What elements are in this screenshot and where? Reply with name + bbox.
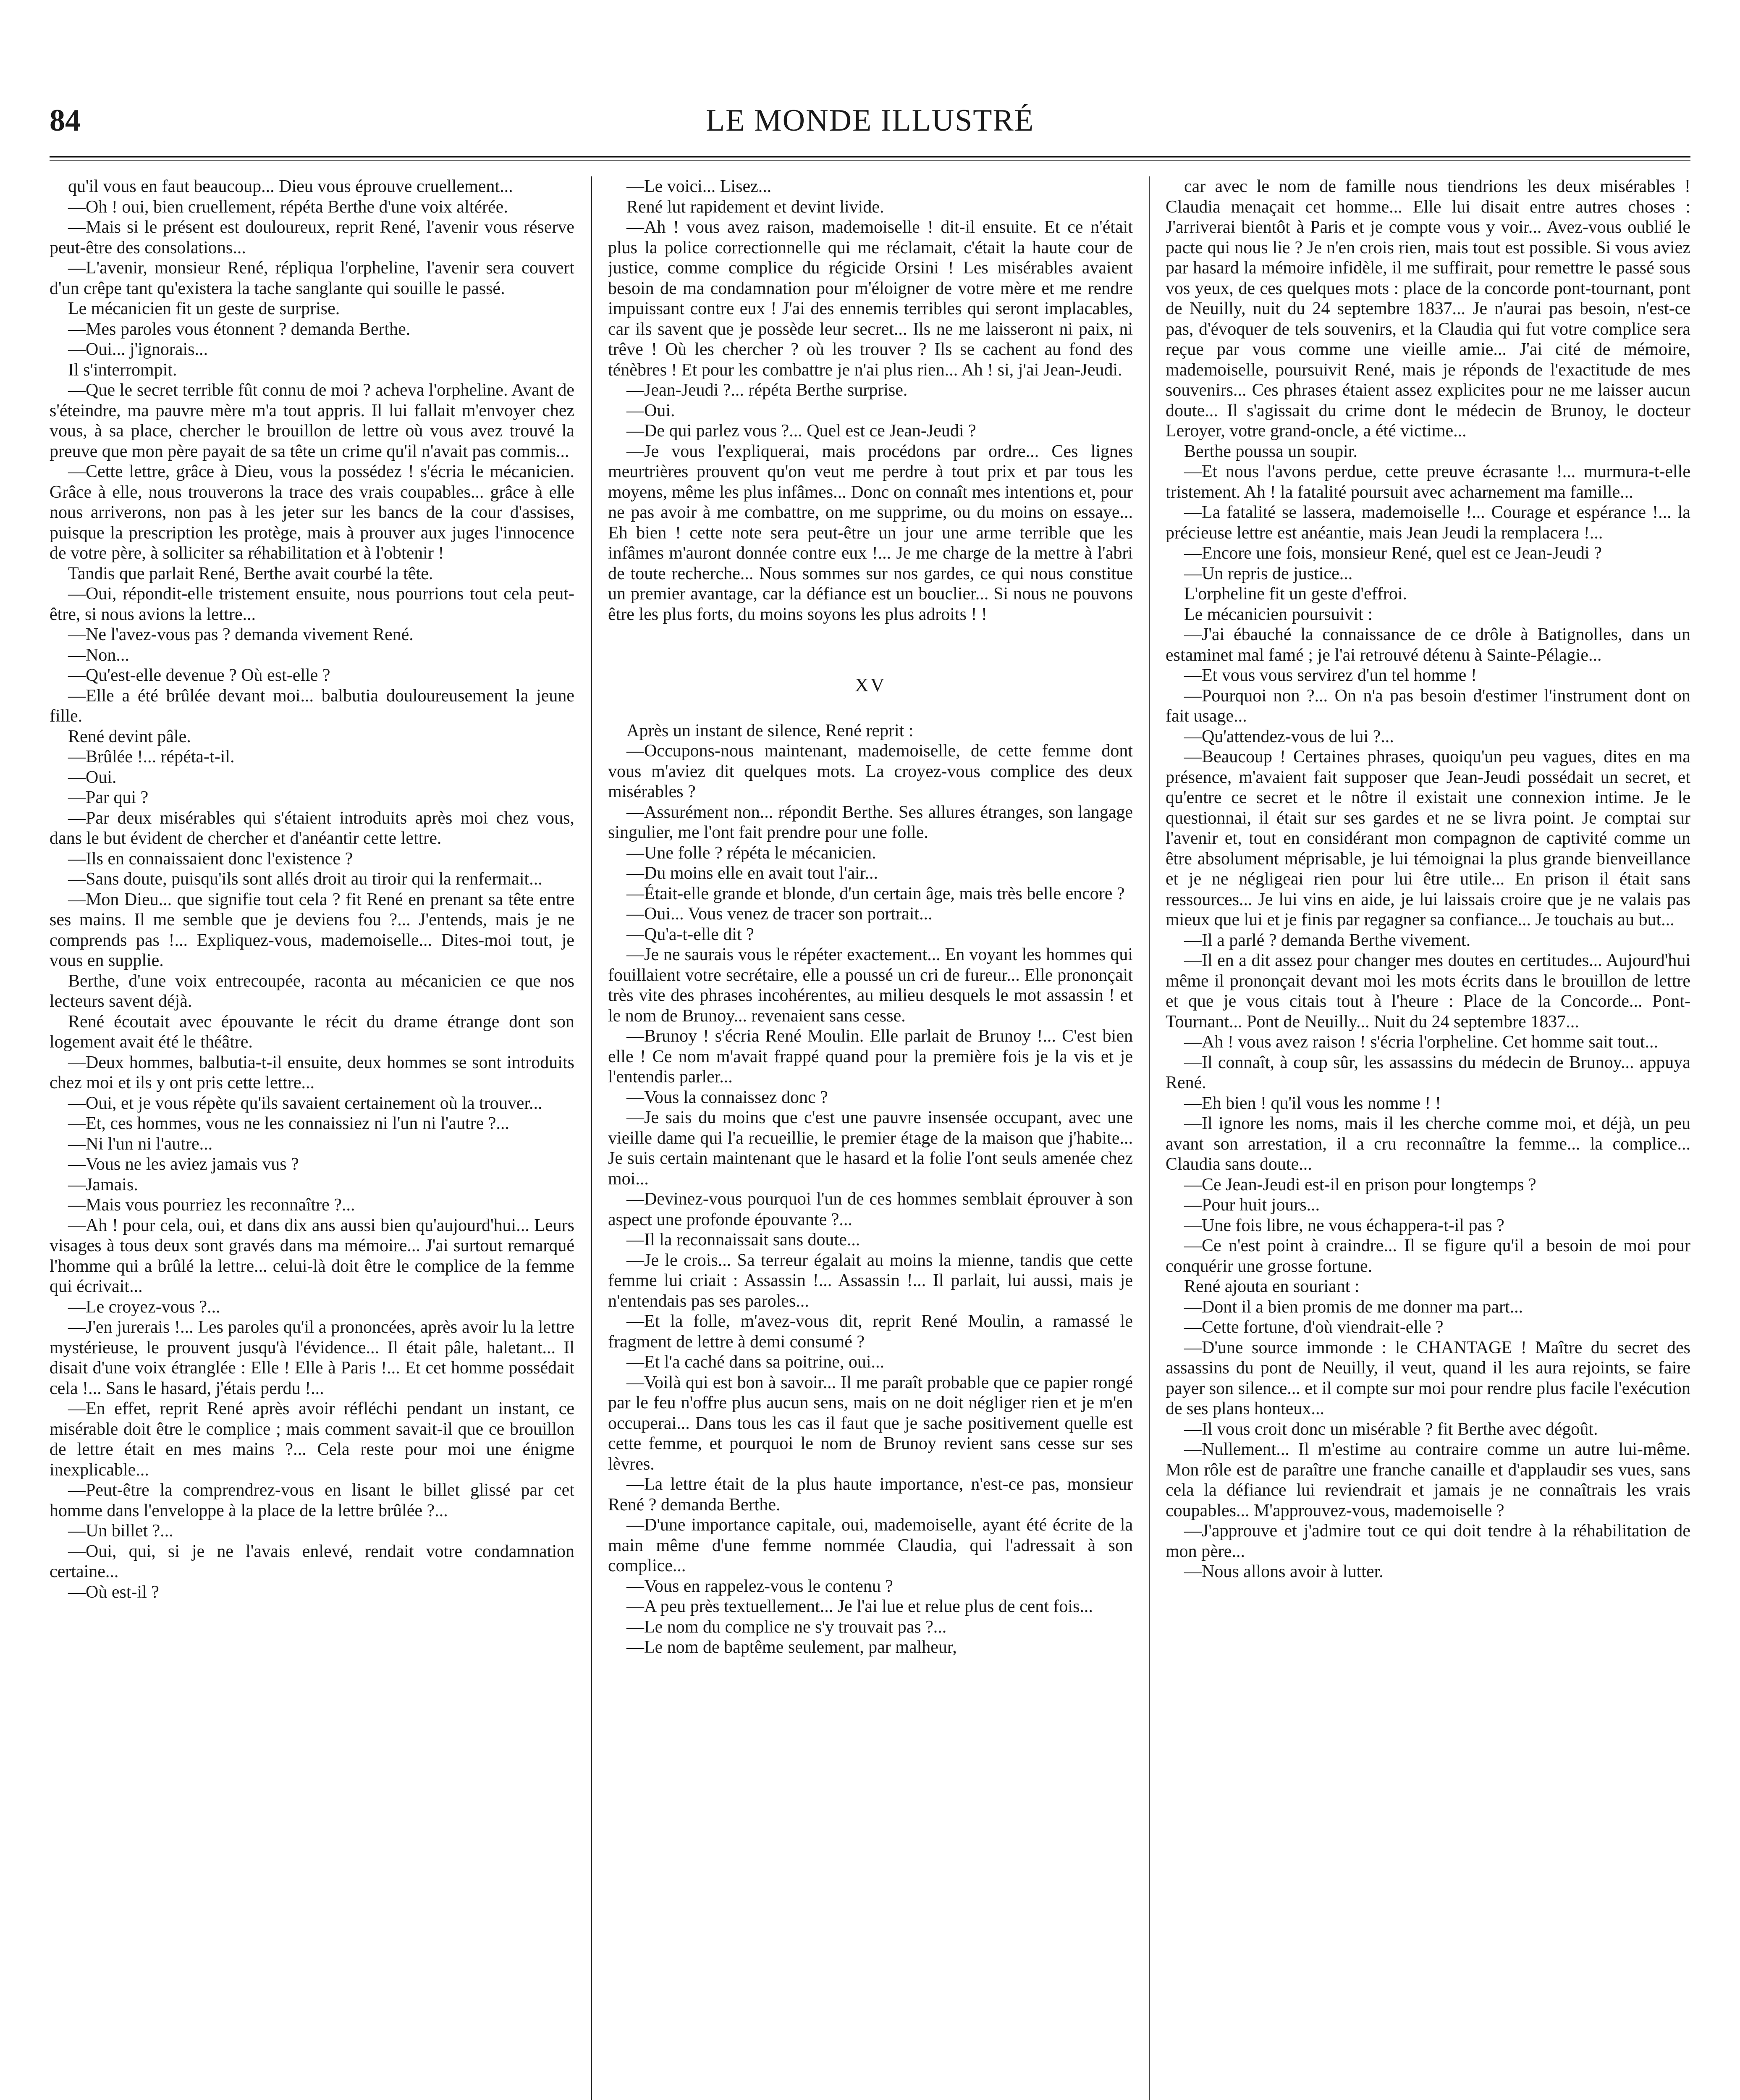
paragraph: —Mais vous pourriez les reconnaître ?... xyxy=(68,1195,355,1215)
paragraph: —Était-elle grande et blonde, d'un certain âge, mais très belle encore ? xyxy=(626,884,1125,903)
chapter-heading: XV xyxy=(854,674,886,696)
paragraph: —L'avenir, monsieur René, répliqua l'orpheline, l'avenir sera couvert d'un crêpe tant qu'existera la tache sanglante qui souille le passé. xyxy=(50,258,574,298)
paragraph: —Eh bien ! qu'il vous les nomme ! ! xyxy=(1184,1093,1441,1113)
paragraph: —La lettre était de la plus haute importance, n'est-ce pas, monsieur René ? demanda Berthe. xyxy=(608,1475,1133,1515)
paragraph: —Qu'attendez-vous de lui ?... xyxy=(1184,727,1394,746)
paragraph: —Il la reconnaissait sans doute... xyxy=(626,1230,860,1250)
paragraph: —La fatalité se lassera, mademoiselle !... Courage et espérance !... la précieuse lettre est anéantie, mais Jean Jeudi la remplacera !... xyxy=(1166,503,1690,543)
paragraph: —Par qui ? xyxy=(68,788,149,807)
paragraph: —Ah ! vous avez raison, mademoiselle ! dit-il ensuite. Et ce n'était plus la police correctionnelle qui me réclamait, c'était la haute cour de justice, comme complice du régicide Orsini ! Les misérables avaient besoin de ma condamnation pour m'éloigner de votre mère et me rendre impuissant contre eux ! J'ai des ennemis terribles qui seront implacables, car ils savent que je possède leur secret... Ils ne me laisseront ni paix, ni trêve ! Où les chercher ? où les trouver ? Ils se cachent au fond des ténèbres ! Et pour les combattre je n'ai plus rien... Ah ! si, j'ai Jean-Jeudi. xyxy=(608,218,1133,380)
paragraph: —Mon Dieu... que signifie tout cela ? fit René en prenant sa tête entre ses mains. Il me semble que je deviens fou ?... J'entends, mais je ne comprends pas !... Expliquez-vous, mademoiselle... Dites-moi tout, je vous en supplie. xyxy=(50,890,574,970)
paragraph: —Une folle ? répéta le mécanicien. xyxy=(626,843,876,863)
paragraph: —J'ai ébauché la connaissance de ce drôle à Batignolles, dans un estaminet mal famé ; je l'ai retrouvé détenu à Sainte-Pélagie... xyxy=(1166,625,1690,665)
paragraph: —Cette fortune, d'où viendrait-elle ? xyxy=(1184,1318,1444,1337)
paragraph: —Qu'a-t-elle dit ? xyxy=(626,924,754,944)
paragraph: Il s'interrompit. xyxy=(68,360,177,380)
paragraph: Berthe poussa un soupir. xyxy=(1184,441,1357,461)
paragraph: —Vous ne les aviez jamais vus ? xyxy=(68,1155,299,1174)
paragraph: —Beaucoup ! Certaines phrases, quoiqu'un peu vagues, dites en ma présence, m'avaient fait supposer que Jean-Jeudi possédait un secret, et qu'entre ce secret et le nôtre il existait une connexion intime. Je le questionnai, il était sur ses gardes et ne se livra point. Je comptai sur l'avenir et, tout en considérant mon compagnon de captivité comme un être absolument méprisable, je lui témoignai la plus grande bienveillance et je ne négligeai rien pour lui être utile... En prison il était sans ressources... Je lui vins en aide, je lui laissais croire que je ne valais pas mieux que lui et je finis par regagner sa confiance... Je touchais au but... xyxy=(1166,747,1690,929)
paragraph: —Mes paroles vous étonnent ? demanda Berthe. xyxy=(68,319,411,339)
column-2 xyxy=(608,176,1133,2100)
paragraph: —Oui... Vous venez de tracer son portrait... xyxy=(626,904,933,924)
paragraph: —Oui. xyxy=(626,401,675,420)
paragraph: —Sans doute, puisqu'ils sont allés droit au tiroir qui la renfermait... xyxy=(68,869,542,889)
paragraph: —Jamais. xyxy=(68,1175,138,1194)
paragraph: Berthe, d'une voix entrecoupée, raconta au mécanicien ce que nos lecteurs savent déjà. xyxy=(50,971,574,1011)
paragraph: —Vous en rappelez-vous le contenu ? xyxy=(626,1576,893,1596)
paragraph: —Où est-il ? xyxy=(68,1582,159,1602)
paragraph: —Brunoy ! s'écria René Moulin. Elle parlait de Brunoy !... C'est bien elle ! Ce nom m'avait frappé quand pour la première fois je la vis et je l'entendis parler... xyxy=(608,1026,1133,1087)
page-header xyxy=(0,105,1740,168)
paragraph: —En effet, reprit René après avoir réfléchi pendant un instant, ce misérable doit être le complice ; mais comment savait-il que ce brouillon de lettre était en mes mains ?... Cela reste pour moi une énigme inexplicable... xyxy=(50,1399,574,1480)
paragraph: qu'il vous en faut beaucoup... Dieu vous éprouve cruellement... xyxy=(68,177,513,196)
paragraph: —Et vous vous servirez d'un tel homme ! xyxy=(1184,666,1477,685)
paragraph: —Le nom de baptême seulement, par malheur, xyxy=(626,1638,957,1657)
paragraph: —Que le secret terrible fût connu de moi ? acheva l'orpheline. Avant de s'éteindre, ma pauvre mère m'a tout appris. Il lui fallait m'envoyer chez vous, à sa place, chercher le brouillon de lettre où vous avez trouvé la preuve que mon père payait de sa tête un crime qu'il n'avait pas commis... xyxy=(50,381,574,461)
page-number: 84 xyxy=(50,103,81,138)
paragraph: —A peu près textuellement... Je l'ai lue et relue plus de cent fois... xyxy=(626,1597,1093,1616)
paragraph: —J'en jurerais !... Les paroles qu'il a prononcées, après avoir lu la lettre mystérieuse, le prouvent jusqu'à l'évidence... Il était pâle, haletant... Il disait d'une voix étranglée : Elle ! Elle à Paris !... Et cet homme possédait cela !... Sans le hasard, j'étais perdu !... xyxy=(50,1318,574,1398)
paragraph: —Deux hommes, balbutia-t-il ensuite, deux hommes se sont introduits chez moi et ils y ont pris cette lettre... xyxy=(50,1053,574,1092)
paragraph: —Je ne saurais vous le répéter exactement... En voyant les hommes qui fouillaient votre secrétaire, elle a poussé un cri de fureur... Elle prononçait très vite des phrases incohérentes, au milieu desquels le mot assassin ! et le nom de Brunoy... revenaient sans cesse. xyxy=(608,945,1133,1026)
paragraph: —Pour huit jours... xyxy=(1184,1195,1320,1215)
paragraph: Le mécanicien fit un geste de surprise. xyxy=(68,299,340,318)
column-2-after-section xyxy=(608,721,1133,1658)
paragraph: —Oui, et je vous répète qu'ils savaient certainement où la trouver... xyxy=(68,1093,542,1113)
paragraph: —Brûlée !... répéta-t-il. xyxy=(68,747,235,766)
paragraph: —Une fois libre, ne vous échappera-t-il pas ? xyxy=(1184,1215,1504,1235)
paragraph: —Elle a été brûlée devant moi... balbutia douloureusement la jeune fille. xyxy=(50,686,574,726)
paragraph: Tandis que parlait René, Berthe avait courbé la tête. xyxy=(68,564,433,583)
paragraph: —Oui. xyxy=(68,767,117,787)
paragraph: —Il en a dit assez pour changer mes doutes en certitudes... Aujourd'hui même il prononçait devant moi les mots écrits dans le brouillon de lettre et que je vous citais tout à l'heure : Place de la Concorde... Pont-Tournant... Pont de Neuilly... Nuit du 24 septembre 1837... xyxy=(1166,951,1690,1032)
paragraph: —Oh ! oui, bien cruellement, répéta Berthe d'une voix altérée. xyxy=(68,197,508,217)
paragraph: —Par deux misérables qui s'étaient introduits après moi chez vous, dans le but évident de chercher et d'anéantir cette lettre. xyxy=(50,808,574,848)
paragraph: —Ce n'est point à craindre... Il se figure qu'il a besoin de moi pour conquérir une grosse fortune. xyxy=(1166,1236,1690,1276)
paragraph: —Le voici... Lisez... xyxy=(626,177,772,196)
paragraph: car avec le nom de famille nous tiendrions les deux misérables ! Claudia menaçait cet homme... Elle lui disait entre autres choses : J'arriverai bientôt à Paris et je compte vous y voir... Avez-vous oublié le pacte qui nous lie ? Je n'en crois rien, mais tout est possible. Si vous aviez par hasard la mémoire infidèle, il me suffirait, pour remettre le passé sous vos yeux, de ces quelques mots : place de la concorde pont-tournant, pont de Neuilly, nuit du 24 septembre 1837... Je n'aurai pas besoin, n'est-ce pas, d'évoquer de tels souvenirs, et la Claudia qui fut votre complice sera reçue par vous comme une vieille amie... J'ai cité de mémoire, mademoiselle, poursuivit René, mais je réponds de l'exactitude de mes souvenirs... Ces phrases étaient assez explicites pour ne me laisser aucun doute... Il s'agissait du crime dont le médecin de Brunoy, le docteur Leroyer, votre grand-oncle, a été victime... xyxy=(1166,177,1690,441)
paragraph: —Jean-Jeudi ?... répéta Berthe surprise. xyxy=(626,381,908,400)
paragraph: —Qu'est-elle devenue ? Où est-elle ? xyxy=(68,666,330,685)
paragraph: —D'une source immonde : le CHANTAGE ! Maître du secret des assassins du pont de Neuilly, il veut, quand il les aura rejoints, se faire payer son silence... et il compte sur moi pour rendre plus facile l'exécution de ses plans honteux... xyxy=(1166,1338,1690,1418)
column-divider xyxy=(591,176,592,2100)
paragraph: —Cette lettre, grâce à Dieu, vous la possédez ! s'écria le mécanicien. Grâce à elle, nous trouverons la trace des vrais coupables... grâce à elle nous arriverons, non pas à les jeter sur les bancs de la cour d'assises, puisque la prescription les protège, mais à prouver aux juges l'innocence de votre père, à solliciter sa réhabilitation et à l'obtenir ! xyxy=(50,462,574,563)
paragraph: —Ce Jean-Jeudi est-il en prison pour longtemps ? xyxy=(1184,1175,1536,1194)
paragraph: —Oui, qui, si je ne l'avais enlevé, rendait votre condamnation certaine... xyxy=(50,1541,574,1581)
paragraph: —Il a parlé ? demanda Berthe vivement. xyxy=(1184,930,1471,950)
paragraph: —De qui parlez vous ?... Quel est ce Jean-Jeudi ? xyxy=(626,421,976,441)
paragraph: —Voilà qui est bon à savoir... Il me paraît probable que ce papier rongé par le feu n'offre plus aucun sens, mais on ne doit négliger rien et je m'en occuperai... Dans tous les cas il faut que je sache positivement quelle est cette femme, et pourquoi le nom de Brunoy revient sans cesse sur ses lèvres. xyxy=(608,1373,1133,1474)
paragraph: —Oui... j'ignorais... xyxy=(68,340,208,359)
paragraph: —Dont il a bien promis de me donner ma part... xyxy=(1184,1297,1523,1317)
paragraph: —Oui, répondit-elle tristement ensuite, nous pourrions tout cela peut-être, si nous avions la lettre... xyxy=(50,584,574,624)
paragraph: —Assurément non... répondit Berthe. Ses allures étranges, son langage singulier, me l'ont fait prendre pour une folle. xyxy=(608,802,1133,842)
paragraph: —Il connaît, à coup sûr, les assassins du médecin de Brunoy... appuya René. xyxy=(1166,1053,1690,1092)
paragraph: —D'une importance capitale, oui, mademoiselle, ayant été écrite de la main même d'une femme nommée Claudia, qui l'adressait à son complice... xyxy=(608,1515,1133,1575)
paragraph: —Mais si le présent est douloureux, reprit René, l'avenir vous réserve peut-être des consolations... xyxy=(50,218,574,257)
paragraph: —Un billet ?... xyxy=(68,1521,173,1541)
paragraph: —Du moins elle en avait tout l'air... xyxy=(626,864,878,883)
paragraph: —Nous allons avoir à lutter. xyxy=(1184,1562,1384,1581)
column-2-before-section xyxy=(608,176,1133,625)
paragraph: —Occupons-nous maintenant, mademoiselle, de cette femme dont vous m'aviez dit quelques mots. La croyez-vous complice des deux misérables ? xyxy=(608,741,1133,801)
paragraph: —Ils en connaissaient donc l'existence ? xyxy=(68,849,353,869)
paragraph: L'orpheline fit un geste d'effroi. xyxy=(1184,584,1407,604)
column-1 xyxy=(50,176,574,2100)
paragraph: —Peut-être la comprendrez-vous en lisant le billet glissé par cet homme dans l'enveloppe à la place de la lettre brûlée ?... xyxy=(50,1480,574,1520)
paragraph: —Encore une fois, monsieur René, quel est ce Jean-Jeudi ? xyxy=(1184,543,1602,563)
paragraph: Le mécanicien poursuivit : xyxy=(1184,604,1373,624)
paragraph: Après un instant de silence, René reprit : xyxy=(626,721,914,740)
paragraph: —Et la folle, m'avez-vous dit, reprit René Moulin, a ramassé le fragment de lettre à demi consumé ? xyxy=(608,1312,1133,1352)
paragraph: —Il ignore les noms, mais il les cherche comme moi, et déjà, un peu avant son arrestation, il a cru reconnaître la femme... la complice... Claudia sans doute... xyxy=(1166,1114,1690,1174)
paragraph: —Je le crois... Sa terreur égalait au moins la mienne, tandis que cette femme lui criait : Assassin !... Assassin !... Il parlait, lui aussi, mais je n'entendais pas ses paroles... xyxy=(608,1250,1133,1311)
paragraph: René lut rapidement et devint livide. xyxy=(626,197,884,217)
paragraph: —Devinez-vous pourquoi l'un de ces hommes semblait éprouver à son aspect une profonde épouvante ?... xyxy=(608,1189,1133,1229)
paragraph: —Et nous l'avons perdue, cette preuve écrasante !... murmura-t-elle tristement. Ah ! la fatalité poursuit avec acharnement ma famille... xyxy=(1166,462,1690,502)
paragraph: —Ne l'avez-vous pas ? demanda vivement René. xyxy=(68,625,414,644)
paragraph: —Et l'a caché dans sa poitrine, oui... xyxy=(626,1352,885,1372)
column-divider xyxy=(1149,176,1150,2100)
paragraph: —Le nom du complice ne s'y trouvait pas ?... xyxy=(626,1617,947,1637)
paragraph: —J'approuve et j'admire tout ce qui doit tendre à la réhabilitation de mon père... xyxy=(1166,1521,1690,1561)
paragraph: René devint pâle. xyxy=(68,727,191,746)
header-rule xyxy=(50,156,1690,158)
paragraph: —Ni l'un ni l'autre... xyxy=(68,1134,213,1154)
paragraph: —Et, ces hommes, vous ne les connaissiez ni l'un ni l'autre ?... xyxy=(68,1114,509,1133)
paragraph: René ajouta en souriant : xyxy=(1184,1277,1360,1296)
text-columns xyxy=(50,176,1690,2100)
masthead-title: LE MONDE ILLUSTRÉ xyxy=(705,103,1035,138)
paragraph: —Vous la connaissez donc ? xyxy=(626,1087,828,1107)
paragraph: —Pourquoi non ?... On n'a pas besoin d'estimer l'instrument dont on fait usage... xyxy=(1166,686,1690,726)
column-3 xyxy=(1166,176,1690,2100)
header-rule-secondary xyxy=(50,160,1690,161)
paragraph: —Nullement... Il m'estime au contraire comme un autre lui-même. Mon rôle est de paraître une franche canaille et d'applaudir ses vues, sans cela la défiance lui reviendrait et jamais je ne connaîtrais les vrais coupables... M'approuvez-vous, mademoiselle ? xyxy=(1166,1440,1690,1520)
paragraph: —Ah ! vous avez raison ! s'écria l'orpheline. Cet homme sait tout... xyxy=(1184,1032,1659,1052)
paragraph: —Ah ! pour cela, oui, et dans dix ans aussi bien qu'aujourd'hui... Leurs visages à tous deux sont gravés dans ma mémoire... J'ai surtout remarqué l'homme qui a brûlé la lettre... celui-là doit être le complice de la femme qui écrivait... xyxy=(50,1215,574,1296)
paragraph: —Il vous croit donc un misérable ? fit Berthe avec dégoût. xyxy=(1184,1419,1598,1439)
paragraph: —Je sais du moins que c'est une pauvre insensée occupant, avec une vieille dame qui l'a recueillie, le premier étage de la maison que j'habite... Je suis certain maintenant que le hasard et la folie l'ont seuls amenée chez moi... xyxy=(608,1108,1133,1189)
paragraph: —Je vous l'expliquerai, mais procédons par ordre... Ces lignes meurtrières prouvent qu'on veut me perdre à tout prix et par tous les moyens, même les plus infâmes... Donc on connaît mes intentions et, pour ne pas avoir à me combattre, on me supprime, ou du moins on essaye... Eh bien ! cette note sera peut-être un jour une arme terrible que les infâmes m'auront donnée contre eux !... Je me charge de la mettre à l'abri de toute recherche... Nous sommes sur nos gardes, ce qui nous constitue un premier avantage, car la défiance est un bouclier... Si nous ne pouvons être les plus forts, du moins soyons les plus adroits ! ! xyxy=(608,441,1133,624)
paragraph: —Non... xyxy=(68,645,129,665)
paragraph: —Un repris de justice... xyxy=(1184,564,1353,583)
paragraph: René écoutait avec épouvante le récit du drame étrange dont son logement avait été le théâtre. xyxy=(50,1012,574,1052)
paragraph: —Le croyez-vous ?... xyxy=(68,1297,220,1317)
